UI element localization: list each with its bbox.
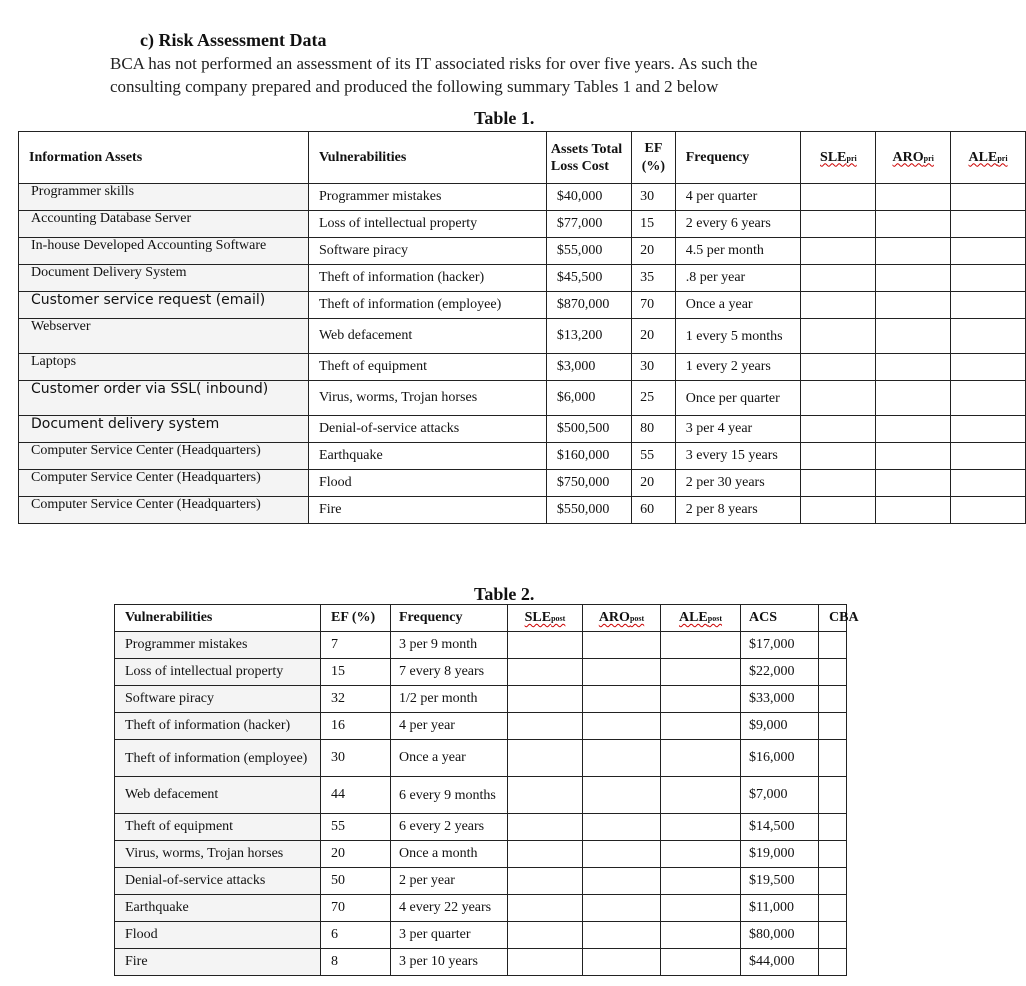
table1-row (19, 265, 1026, 292)
ale-cell (951, 319, 1026, 354)
vulnerability-cell: Earthquake (308, 443, 546, 470)
acs-cell: $44,000 (741, 949, 819, 976)
aro-cell (876, 265, 951, 292)
vulnerability-cell: Virus, worms, Trojan horses (308, 381, 546, 416)
table2-row (115, 632, 847, 659)
vulnerability-cell: Programmer mistakes (115, 632, 321, 659)
sle-cell (801, 292, 876, 319)
header-information-assets: Information Assets (19, 132, 309, 184)
frequency-cell: Once a month (391, 841, 508, 868)
loss-cost-cell: $6,000 (546, 381, 631, 416)
table2-header-row (115, 605, 847, 632)
sle-cell (801, 443, 876, 470)
sle-cell (801, 497, 876, 524)
ef-cell: 15 (321, 659, 391, 686)
asset-cell: Computer Service Center (Headquarters) (19, 497, 309, 524)
aro-cell (876, 416, 951, 443)
vulnerability-cell: Earthquake (115, 895, 321, 922)
ef-cell: 25 (632, 381, 676, 416)
sle-cell (508, 895, 583, 922)
acs-cell: $80,000 (741, 922, 819, 949)
vulnerability-cell: Theft of information (hacker) (308, 265, 546, 292)
sle-subscript: pri (846, 153, 857, 163)
loss-cost-cell: $45,500 (546, 265, 631, 292)
cba-cell (819, 740, 847, 777)
ef-cell: 70 (632, 292, 676, 319)
loss-cost-cell: $3,000 (546, 354, 631, 381)
aro-cell (583, 868, 661, 895)
table2-row (115, 841, 847, 868)
aro-cell (876, 319, 951, 354)
table1-row (19, 292, 1026, 319)
table2-row (115, 686, 847, 713)
table1-row (19, 470, 1026, 497)
loss-cost-cell: $550,000 (546, 497, 631, 524)
ef-cell: 44 (321, 777, 391, 814)
ale-cell (661, 713, 741, 740)
frequency-cell: 6 every 9 months (391, 777, 508, 814)
aro-cell (876, 443, 951, 470)
ale-cell (661, 841, 741, 868)
vulnerability-cell: Loss of intellectual property (308, 211, 546, 238)
header-ale-post (661, 605, 741, 632)
vulnerability-cell: Denial-of-service attacks (308, 416, 546, 443)
ale-cell (951, 443, 1026, 470)
header-ef: EF (%) (632, 132, 676, 184)
acs-cell: $11,000 (741, 895, 819, 922)
risk-table-2 (114, 604, 859, 976)
aro-cell (876, 238, 951, 265)
cba-cell (819, 841, 847, 868)
intro-line-2: consulting company prepared and produced the following summary Tables 1 and 2 below (110, 77, 719, 96)
vulnerability-cell: Theft of information (employee) (308, 292, 546, 319)
aro-cell (583, 777, 661, 814)
cba-cell (819, 922, 847, 949)
table1-row (19, 211, 1026, 238)
ef-cell: 80 (632, 416, 676, 443)
vulnerability-cell: Theft of information (employee) (115, 740, 321, 777)
cba-cell (819, 777, 847, 814)
asset-cell: Document delivery system (19, 416, 309, 443)
sle-cell (801, 354, 876, 381)
vulnerability-cell: Flood (115, 922, 321, 949)
ale-cell (951, 381, 1026, 416)
ale-cell (951, 497, 1026, 524)
sle-cell (508, 868, 583, 895)
aro-cell (876, 381, 951, 416)
table2-row (115, 777, 847, 814)
acs-cell: $19,500 (741, 868, 819, 895)
asset-cell: Computer Service Center (Headquarters) (19, 470, 309, 497)
ale-cell (661, 922, 741, 949)
aro-cell (583, 740, 661, 777)
aro-cell (876, 354, 951, 381)
ale-cell (951, 354, 1026, 381)
asset-cell: Programmer skills (19, 184, 309, 211)
aro-label: ARO (598, 610, 630, 625)
header-vulnerabilities: Vulnerabilities (308, 132, 546, 184)
aro-cell (583, 949, 661, 976)
table1-row (19, 416, 1026, 443)
header-acs: ACS (741, 605, 819, 632)
vulnerability-cell: Programmer mistakes (308, 184, 546, 211)
risk-table-1 (18, 131, 1026, 524)
ef-cell: 6 (321, 922, 391, 949)
frequency-cell: 4.5 per month (675, 238, 801, 265)
aro-subscript: post (629, 614, 645, 623)
aro-cell (583, 632, 661, 659)
sle-cell (508, 814, 583, 841)
sle-cell (801, 381, 876, 416)
asset-cell: Laptops (19, 354, 309, 381)
acs-cell: $7,000 (741, 777, 819, 814)
table1-header-row (19, 132, 1026, 184)
ef-cell: 20 (321, 841, 391, 868)
header-cba: CBA (819, 605, 847, 632)
loss-cost-cell: $160,000 (546, 443, 631, 470)
vulnerability-cell: Theft of equipment (308, 354, 546, 381)
vulnerability-cell: Flood (308, 470, 546, 497)
frequency-cell: Once per quarter (675, 381, 801, 416)
asset-cell: Customer order via SSL( inbound) (19, 381, 309, 416)
asset-cell: Document Delivery System (19, 265, 309, 292)
ale-cell (661, 814, 741, 841)
cba-cell (819, 632, 847, 659)
cba-cell (819, 895, 847, 922)
ef-cell: 55 (632, 443, 676, 470)
sle-cell (508, 713, 583, 740)
aro-label: ARO (892, 149, 924, 165)
aro-cell (583, 659, 661, 686)
table2-row (115, 659, 847, 686)
sle-label: SLE (524, 610, 552, 625)
aro-cell (876, 184, 951, 211)
ef-cell: 55 (321, 814, 391, 841)
table2-row (115, 814, 847, 841)
table2-row (115, 868, 847, 895)
vulnerability-cell: Denial-of-service attacks (115, 868, 321, 895)
table1-row (19, 184, 1026, 211)
vulnerability-cell: Web defacement (115, 777, 321, 814)
header-ef: EF (%) (321, 605, 391, 632)
frequency-cell: Once a year (391, 740, 508, 777)
ef-cell: 70 (321, 895, 391, 922)
aro-cell (583, 922, 661, 949)
asset-cell: Computer Service Center (Headquarters) (19, 443, 309, 470)
frequency-cell: 2 per 30 years (675, 470, 801, 497)
sle-cell (801, 184, 876, 211)
ef-cell: 7 (321, 632, 391, 659)
cba-cell (819, 868, 847, 895)
ale-cell (951, 416, 1026, 443)
sle-cell (508, 686, 583, 713)
loss-cost-cell: $750,000 (546, 470, 631, 497)
vulnerability-cell: Loss of intellectual property (115, 659, 321, 686)
vulnerability-cell: Theft of information (hacker) (115, 713, 321, 740)
header-ale-pri (951, 132, 1026, 184)
ef-cell: 8 (321, 949, 391, 976)
ale-cell (951, 470, 1026, 497)
frequency-cell: .8 per year (675, 265, 801, 292)
ale-cell (661, 895, 741, 922)
header-vulnerabilities: Vulnerabilities (115, 605, 321, 632)
table1-row (19, 497, 1026, 524)
frequency-cell: 7 every 8 years (391, 659, 508, 686)
frequency-cell: 3 per 10 years (391, 949, 508, 976)
frequency-cell: 3 every 15 years (675, 443, 801, 470)
ef-cell: 30 (632, 184, 676, 211)
sle-subscript: post (551, 614, 566, 623)
asset-cell: Webserver (19, 319, 309, 354)
asset-cell: In-house Developed Accounting Software (19, 238, 309, 265)
intro-line-1: BCA has not performed an assessment of its IT associated risks for over five years. As such the (110, 54, 758, 73)
table1-row (19, 238, 1026, 265)
acs-cell: $33,000 (741, 686, 819, 713)
aro-cell (583, 895, 661, 922)
ale-cell (951, 211, 1026, 238)
intro-paragraph (110, 52, 990, 98)
ale-cell (661, 949, 741, 976)
cba-cell (819, 713, 847, 740)
ale-cell (661, 777, 741, 814)
vulnerability-cell: Theft of equipment (115, 814, 321, 841)
aro-cell (876, 211, 951, 238)
ale-label: ALE (678, 610, 708, 625)
frequency-cell: 2 per 8 years (675, 497, 801, 524)
frequency-cell: 1/2 per month (391, 686, 508, 713)
asset-cell: Customer service request (email) (19, 292, 309, 319)
cba-cell (819, 949, 847, 976)
vulnerability-cell: Fire (115, 949, 321, 976)
table2-row (115, 949, 847, 976)
ef-cell: 20 (632, 470, 676, 497)
ale-cell (661, 868, 741, 895)
vulnerability-cell: Fire (308, 497, 546, 524)
frequency-cell: 4 per year (391, 713, 508, 740)
aro-cell (876, 292, 951, 319)
sle-cell (801, 416, 876, 443)
vulnerability-cell: Software piracy (308, 238, 546, 265)
ef-cell: 30 (632, 354, 676, 381)
aro-cell (583, 841, 661, 868)
loss-cost-cell: $77,000 (546, 211, 631, 238)
cba-cell (819, 686, 847, 713)
header-loss-cost: Assets Total Loss Cost (546, 132, 631, 184)
frequency-cell: 3 per 9 month (391, 632, 508, 659)
ef-cell: 30 (321, 740, 391, 777)
acs-cell: $19,000 (741, 841, 819, 868)
ale-label: ALE (968, 149, 998, 165)
header-aro-pri (876, 132, 951, 184)
header-sle-post (508, 605, 583, 632)
table2-row (115, 922, 847, 949)
cba-cell (819, 814, 847, 841)
sle-cell (508, 740, 583, 777)
frequency-cell: Once a year (675, 292, 801, 319)
table1-row (19, 354, 1026, 381)
ale-subscript: pri (997, 153, 1008, 163)
aro-cell (876, 497, 951, 524)
acs-cell: $16,000 (741, 740, 819, 777)
table2-row (115, 895, 847, 922)
section-heading: c) Risk Assessment Data (140, 30, 327, 50)
frequency-cell: 2 every 6 years (675, 211, 801, 238)
header-aro-post (583, 605, 661, 632)
ef-cell: 16 (321, 713, 391, 740)
acs-cell: $22,000 (741, 659, 819, 686)
ale-cell (661, 632, 741, 659)
sle-cell (801, 470, 876, 497)
table2-caption: Table 2. (474, 584, 535, 604)
sle-cell (508, 949, 583, 976)
frequency-cell: 3 per 4 year (675, 416, 801, 443)
loss-cost-cell: $500,500 (546, 416, 631, 443)
vulnerability-cell: Virus, worms, Trojan horses (115, 841, 321, 868)
frequency-cell: 1 every 2 years (675, 354, 801, 381)
ale-cell (951, 184, 1026, 211)
header-frequency: Frequency (391, 605, 508, 632)
frequency-cell: 4 every 22 years (391, 895, 508, 922)
ef-cell: 50 (321, 868, 391, 895)
vulnerability-cell: Software piracy (115, 686, 321, 713)
vulnerability-cell: Web defacement (308, 319, 546, 354)
table1-row (19, 319, 1026, 354)
ale-cell (951, 292, 1026, 319)
sle-cell (801, 211, 876, 238)
ale-cell (661, 659, 741, 686)
frequency-cell: 3 per quarter (391, 922, 508, 949)
sle-cell (801, 238, 876, 265)
header-sle-pri (801, 132, 876, 184)
ef-cell: 60 (632, 497, 676, 524)
frequency-cell: 2 per year (391, 868, 508, 895)
aro-cell (583, 686, 661, 713)
frequency-cell: 6 every 2 years (391, 814, 508, 841)
ale-cell (951, 265, 1026, 292)
sle-cell (801, 265, 876, 292)
ale-cell (661, 686, 741, 713)
aro-cell (583, 814, 661, 841)
ef-cell: 32 (321, 686, 391, 713)
ale-cell (951, 238, 1026, 265)
sle-cell (508, 632, 583, 659)
sle-cell (508, 777, 583, 814)
table1-caption: Table 1. (474, 108, 535, 128)
ef-cell: 20 (632, 238, 676, 265)
aro-cell (876, 470, 951, 497)
acs-cell: $14,500 (741, 814, 819, 841)
ale-subscript: post (707, 614, 723, 623)
sle-cell (801, 319, 876, 354)
table1-row (19, 443, 1026, 470)
sle-cell (508, 922, 583, 949)
frequency-cell: 4 per quarter (675, 184, 801, 211)
aro-cell (583, 713, 661, 740)
cba-cell (819, 659, 847, 686)
sle-cell (508, 659, 583, 686)
acs-cell: $9,000 (741, 713, 819, 740)
ef-cell: 15 (632, 211, 676, 238)
loss-cost-cell: $55,000 (546, 238, 631, 265)
sle-cell (508, 841, 583, 868)
loss-cost-cell: $870,000 (546, 292, 631, 319)
frequency-cell: 1 every 5 months (675, 319, 801, 354)
loss-cost-cell: $40,000 (546, 184, 631, 211)
sle-label: SLE (820, 149, 847, 165)
aro-subscript: pri (923, 153, 934, 163)
table2-row (115, 713, 847, 740)
acs-cell: $17,000 (741, 632, 819, 659)
asset-cell: Accounting Database Server (19, 211, 309, 238)
table2-row (115, 740, 847, 777)
loss-cost-cell: $13,200 (546, 319, 631, 354)
table1-row (19, 381, 1026, 416)
header-frequency: Frequency (675, 132, 801, 184)
ef-cell: 20 (632, 319, 676, 354)
ale-cell (661, 740, 741, 777)
ef-cell: 35 (632, 265, 676, 292)
